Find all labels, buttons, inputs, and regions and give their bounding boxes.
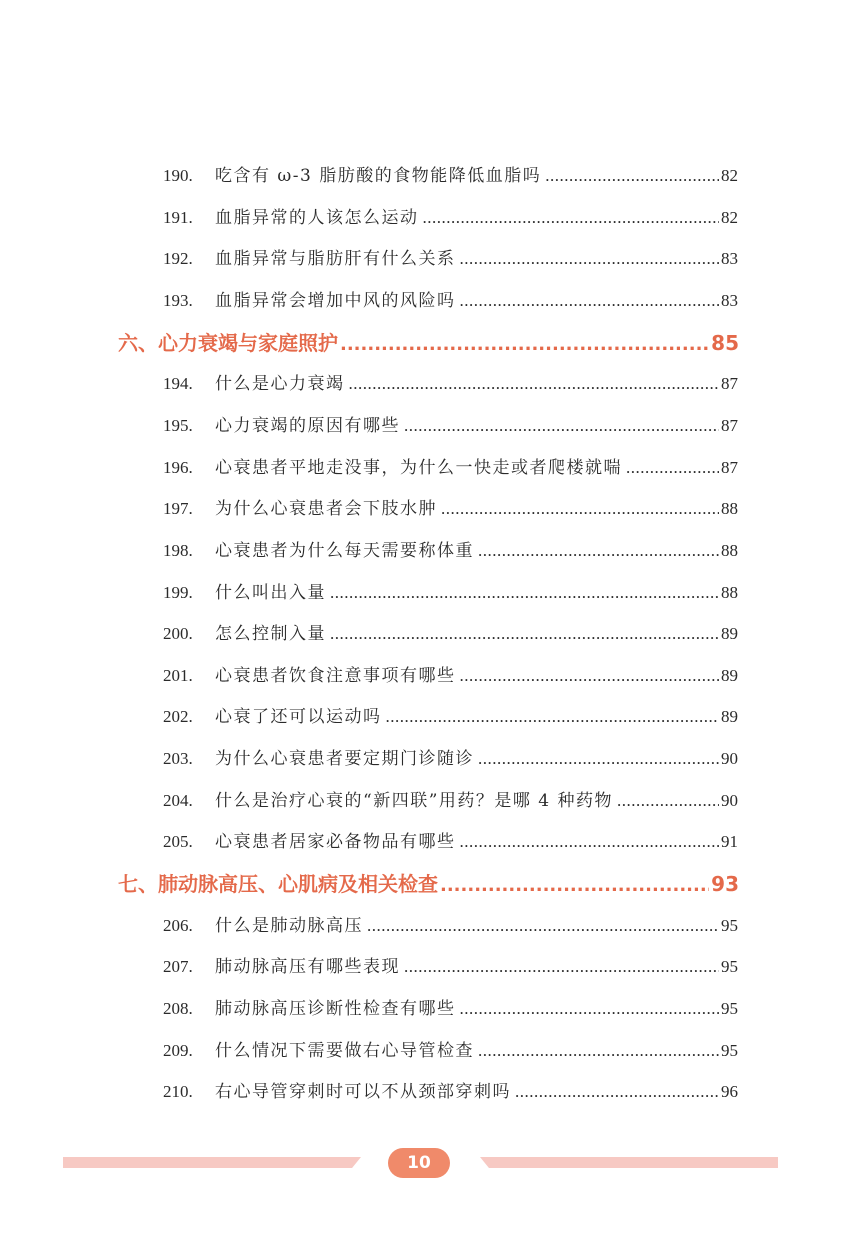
toc-leader-dots [423, 205, 720, 231]
toc-page-number: 88 [721, 499, 738, 519]
toc-leader-dots [460, 996, 720, 1022]
toc-entry-title: 为什么心衰患者会下肢水肿 [215, 499, 437, 520]
toc-section-heading [118, 327, 739, 359]
toc-entry [163, 455, 738, 481]
toc-entry-number: 207. [163, 957, 193, 977]
toc-entry-number: 200. [163, 624, 193, 644]
toc-page-number: 95 [721, 957, 738, 977]
toc-page-number: 93 [711, 872, 739, 897]
toc-entry [163, 996, 738, 1022]
toc-leader-dots [478, 538, 719, 564]
page-number: 10 [407, 1153, 431, 1173]
toc-leader-dots [404, 954, 719, 980]
toc-page-number: 87 [721, 457, 738, 477]
toc-page-number: 95 [721, 915, 738, 935]
toc-entry [163, 288, 738, 314]
toc-entry-number: 194. [163, 374, 193, 394]
toc-page-number: 88 [721, 582, 738, 602]
toc-entry [163, 704, 738, 730]
toc-entry [163, 829, 738, 855]
toc-entry-number: 206. [163, 915, 193, 935]
toc-entry-title: 血脂异常与脂肪肝有什么关系 [215, 249, 456, 270]
toc-entry-title: 什么是心力衰竭 [215, 374, 345, 395]
toc-entry-title: 心衰患者饮食注意事项有哪些 [215, 665, 456, 686]
toc-leader-dots [515, 1079, 719, 1105]
toc-entry [163, 371, 738, 397]
toc-section-heading [118, 868, 739, 900]
toc-entry-number: 201. [163, 665, 193, 685]
toc-page-number: 83 [721, 290, 738, 310]
toc-leader-dots [545, 163, 719, 189]
toc-leader-dots [330, 580, 719, 606]
toc-entry [163, 580, 738, 606]
toc-entry [163, 205, 738, 231]
toc-entry-title: 心力衰竭的原因有哪些 [215, 415, 400, 436]
toc-leader-dots [617, 788, 719, 814]
toc-entry-number: 208. [163, 999, 193, 1018]
toc-entry [163, 954, 738, 980]
toc-entry-title: 心衰患者居家必备物品有哪些 [215, 832, 456, 853]
toc-entry-title: 什么是肺动脉高压 [215, 915, 363, 936]
toc-entry-title: 怎么控制入量 [215, 624, 326, 645]
toc-leader-dots [460, 246, 720, 272]
toc-entry-number: 209. [163, 1040, 193, 1060]
toc-entry-number: 192. [163, 249, 193, 269]
toc-leader-dots [440, 870, 709, 902]
toc-page-number: 95 [721, 1040, 738, 1060]
toc-entry-number: 191. [163, 207, 193, 227]
toc-entry-title: 什么叫出入量 [215, 582, 326, 603]
toc-page-number: 90 [721, 749, 738, 769]
toc-entry-title: 心衰了还可以运动吗 [215, 707, 382, 728]
toc-entry-title: 血脂异常会增加中风的风险吗 [215, 290, 456, 311]
toc-entry [163, 746, 738, 772]
toc-page-number: 85 [711, 330, 739, 355]
toc-page-number: 87 [721, 415, 738, 435]
toc-page-number: 89 [721, 665, 738, 685]
toc-leader-dots [404, 413, 719, 439]
footer-bar-left [63, 1157, 361, 1168]
toc-entry-number: 196. [163, 457, 193, 477]
toc-entry-number: 203. [163, 749, 193, 769]
toc-entry-title: 肺动脉高压诊断性检查有哪些 [215, 999, 456, 1019]
toc-page-number: 95 [721, 999, 738, 1018]
toc-page-number: 82 [721, 207, 738, 227]
toc-entry-title: 心衰患者平地走没事，为什么一快走或者爬楼就喘 [215, 457, 622, 478]
toc-entry-title: 为什么心衰患者要定期门诊随诊 [215, 749, 474, 770]
toc-leader-dots [349, 371, 720, 397]
toc-leader-dots [367, 913, 719, 939]
toc-entry [163, 538, 738, 564]
toc-entry-number: 202. [163, 707, 193, 727]
toc-entry [163, 246, 738, 272]
toc-entry-number: 199. [163, 582, 193, 602]
toc-leader-dots [386, 704, 720, 730]
toc-entry-title: 什么情况下需要做右心导管检查 [215, 1040, 474, 1061]
toc-entry-title: 什么是治疗心衰的“新四联”用药？是哪 4 种药物 [215, 790, 614, 811]
toc-entry [163, 663, 738, 689]
toc-leader-dots [441, 496, 719, 522]
toc-leader-dots [460, 829, 720, 855]
toc-leader-dots [626, 455, 719, 481]
toc-leader-dots [330, 621, 719, 647]
toc-entry [163, 913, 738, 939]
toc-entry [163, 1079, 738, 1105]
toc-section-title: 六、心力衰竭与家庭照护 [118, 330, 338, 355]
toc-entry-number: 195. [163, 415, 193, 435]
toc-page-number: 83 [721, 249, 738, 269]
toc-page-number: 88 [721, 540, 738, 560]
toc-leader-dots [460, 663, 720, 689]
toc-leader-dots [340, 329, 709, 361]
toc-entry [163, 1038, 738, 1064]
toc-entry-title: 右心导管穿刺时可以不从颈部穿刺吗 [215, 1082, 511, 1103]
toc-entry [163, 163, 738, 189]
toc-page-number: 87 [721, 374, 738, 394]
toc-entry [163, 788, 738, 814]
toc-entry-number: 198. [163, 540, 193, 560]
toc-entry-title: 吃含有 ω-3 脂肪酸的食物能降低血脂吗 [215, 166, 542, 186]
toc-entry-number: 197. [163, 499, 193, 519]
toc-page-number: 96 [721, 1082, 738, 1102]
toc-entry [163, 621, 738, 647]
toc-leader-dots [478, 746, 719, 772]
toc-page-number: 89 [721, 707, 738, 727]
toc-entry-number: 193. [163, 290, 193, 310]
toc-page-number: 89 [721, 624, 738, 644]
toc-entry-number: 190. [163, 166, 193, 185]
toc-leader-dots [460, 288, 720, 314]
toc-section-title: 七、肺动脉高压、心肌病及相关检查 [118, 872, 438, 897]
page-footer [0, 1148, 857, 1182]
page-number-badge [388, 1148, 450, 1178]
toc-entry-number: 204. [163, 790, 193, 810]
toc-entry-number: 205. [163, 832, 193, 852]
toc-entry-title: 血脂异常的人该怎么运动 [215, 207, 419, 228]
toc-entry-title: 心衰患者为什么每天需要称体重 [215, 540, 474, 561]
toc-entry [163, 413, 738, 439]
toc-entry-number: 210. [163, 1082, 193, 1102]
toc-page-number: 90 [721, 790, 738, 810]
toc-page-number: 91 [721, 832, 738, 852]
toc-entry-title: 肺动脉高压有哪些表现 [215, 957, 400, 978]
toc-entry [163, 496, 738, 522]
toc-leader-dots [478, 1038, 719, 1064]
footer-bar-right [480, 1157, 778, 1168]
toc-page-number: 82 [721, 166, 738, 185]
